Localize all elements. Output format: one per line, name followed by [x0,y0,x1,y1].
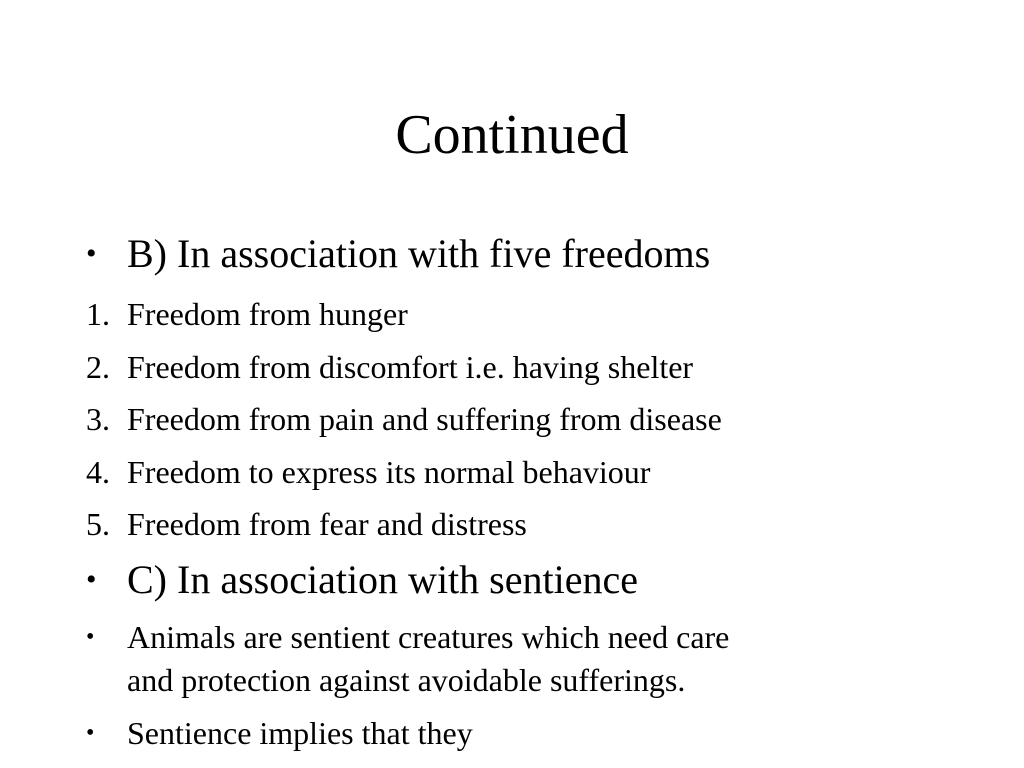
list-item-text: Freedom from discomfort i.e. having shelter [127,349,694,385]
list-item-text: Freedom from fear and distress [127,506,527,542]
number-marker: 2. [86,349,110,385]
slide-title: Continued [395,104,629,166]
bullet-marker: • [86,563,97,596]
number-marker: 1. [86,296,110,332]
list-item-text-line2: and protection against avoidable sufferings. [127,662,686,698]
bullet-marker: • [86,624,95,650]
list-item-text: B) In association with five freedoms [127,231,711,276]
list-item-text: C) In association with sentience [127,557,638,602]
number-marker: 3. [86,401,110,437]
list-item-text: Freedom from hunger [127,296,408,332]
bullet-marker: • [86,720,95,746]
list-item-text: Sentience implies that they [127,715,473,751]
number-marker: 5. [86,506,110,542]
list-item-text-line1: Animals are sentient creatures which need care [127,619,730,655]
list-item-text: Freedom to express its normal behaviour [127,454,651,490]
bullet-marker: • [86,237,97,270]
number-marker: 4. [86,454,110,490]
list-item-text: Freedom from pain and suffering from disease [127,401,722,437]
